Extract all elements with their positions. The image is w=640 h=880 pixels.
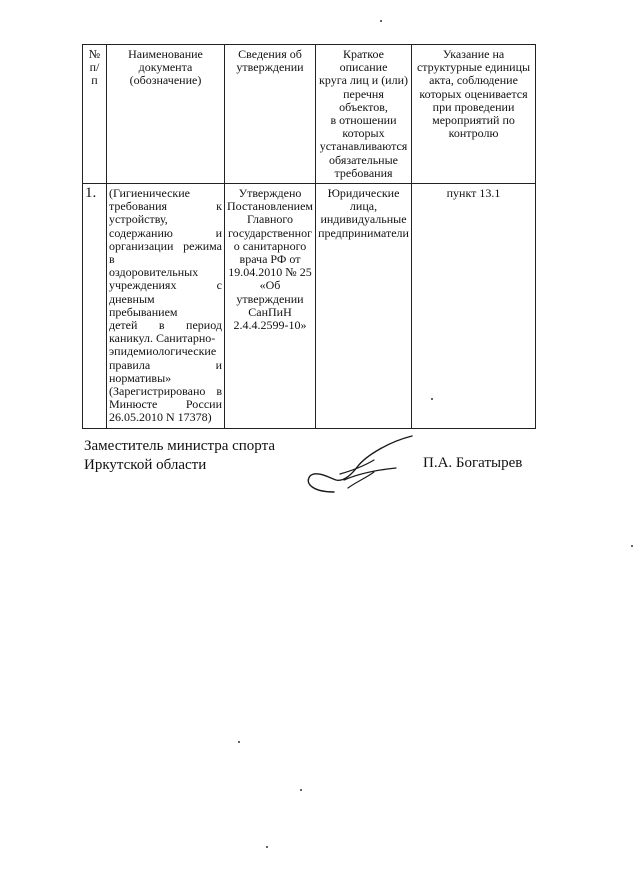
signatory-position: Заместитель министра спорта Иркутской области	[84, 438, 275, 473]
scan-speck	[238, 741, 240, 743]
table-row	[83, 184, 536, 429]
approval-info-cell: Утверждено Постановлением Главного государственног о санитарного врача РФ от 19.04.2010 № 25 «Об утверждении СанПиН 2.4.4.2599-10»	[225, 184, 316, 429]
header-num: № п/ п	[83, 45, 107, 184]
scan-speck	[300, 789, 302, 791]
scan-speck	[380, 20, 382, 22]
header-reference: Указание на структурные единицы акта, соблюдение которых оценивается при проведении мероприятий по контролю	[412, 45, 536, 184]
header-approval-info: Сведения об утверждении	[225, 45, 316, 184]
signatory-name: П.А. Богатырев	[423, 455, 523, 471]
scan-speck	[631, 545, 633, 547]
table-header-row	[83, 45, 536, 184]
reference-cell: пункт 13.1	[412, 184, 536, 429]
document-name-cell: (Гигиенические требования к устройству, содержанию и организации режима в оздоровительных учреждениях с дневным пребыванием детей в период каникул. Санитарно- эпидемиологические правила и нормативы» (Зарегистрировано в Минюсте России 26.05.2010 N 17378)	[107, 184, 225, 429]
scan-speck	[266, 846, 268, 848]
header-document-name: Наименование документа (обозначение)	[107, 45, 225, 184]
row-number: 1.	[83, 184, 107, 429]
header-description: Краткое описание круга лиц и (или) перечня объектов, в отношении которых устанавливаются обязательные требования	[316, 45, 412, 184]
description-cell: Юридические лица, индивидуальные предприниматели	[316, 184, 412, 429]
scan-speck	[431, 398, 433, 400]
handwritten-signature	[300, 434, 420, 506]
requirements-table	[82, 44, 536, 429]
